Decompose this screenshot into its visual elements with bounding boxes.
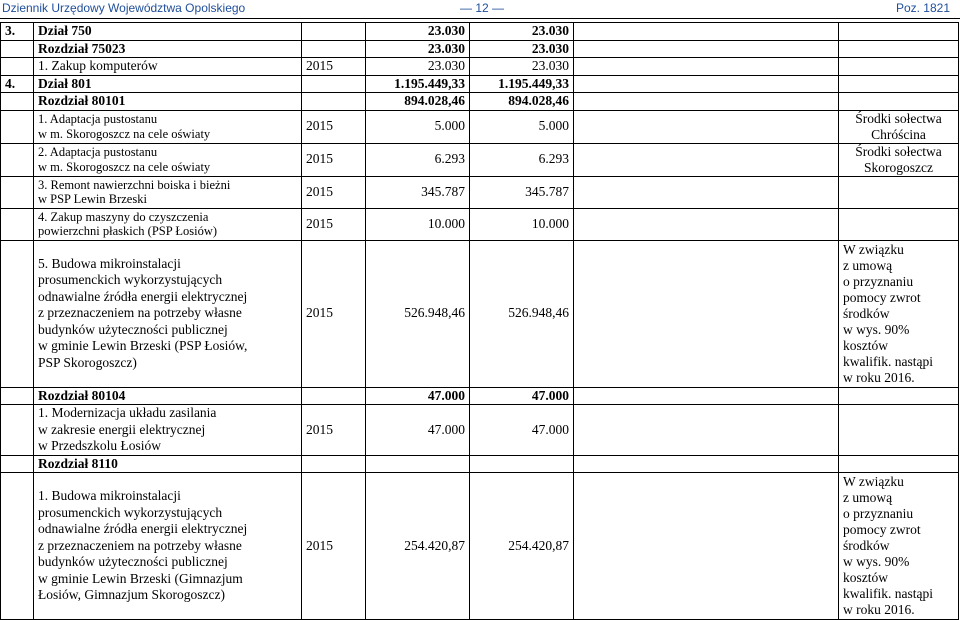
row-number <box>1 208 34 240</box>
table-row <box>1 143 959 176</box>
row-name: Rozdział 80101 <box>34 93 302 111</box>
row-year <box>302 40 366 58</box>
row-amount-b: 47.000 <box>470 387 574 405</box>
row-year <box>302 455 366 473</box>
row-amount-b: 1.195.449,33 <box>470 75 574 93</box>
row-note: W związku z umową o przyznaniu pomocy zwrot środków w wys. 90% kosztów kwalifik. nastąpi w roku 2016. <box>839 240 959 387</box>
row-year: 2015 <box>302 240 366 387</box>
table-row <box>1 387 959 405</box>
table-row <box>1 75 959 93</box>
table-row <box>1 93 959 111</box>
row-amount-a: 1.195.449,33 <box>366 75 470 93</box>
row-year: 2015 <box>302 176 366 208</box>
table-row <box>1 176 959 208</box>
row-year <box>302 93 366 111</box>
row-amount-a: 526.948,46 <box>366 240 470 387</box>
row-amount-a: 894.028,46 <box>366 93 470 111</box>
row-year: 2015 <box>302 473 366 620</box>
table-row <box>1 40 959 58</box>
row-amount-b: 6.293 <box>470 143 574 176</box>
row-name: Dział 801 <box>34 75 302 93</box>
row-note: Środki sołectwa Chróścina <box>839 110 959 143</box>
budget-table <box>0 22 959 620</box>
table-row <box>1 58 959 76</box>
row-year: 2015 <box>302 405 366 456</box>
row-number <box>1 455 34 473</box>
row-number <box>1 93 34 111</box>
row-amount-a: 6.293 <box>366 143 470 176</box>
row-amount-b: 894.028,46 <box>470 93 574 111</box>
row-name: Rozdział 8110 <box>34 455 302 473</box>
row-number <box>1 405 34 456</box>
row-amount-b: 5.000 <box>470 110 574 143</box>
row-amount-b: 47.000 <box>470 405 574 456</box>
row-amount-a: 5.000 <box>366 110 470 143</box>
position-number: Poz. 1821 <box>895 1 950 15</box>
row-note: Środki sołectwa Skorogoszcz <box>839 143 959 176</box>
row-amount-a: 10.000 <box>366 208 470 240</box>
row-amount-b: 23.030 <box>470 58 574 76</box>
row-amount-a: 47.000 <box>366 405 470 456</box>
row-number <box>1 473 34 620</box>
row-name: Rozdział 75023 <box>34 40 302 58</box>
row-number <box>1 387 34 405</box>
row-amount-a: 254.420,87 <box>366 473 470 620</box>
row-year <box>302 23 366 41</box>
row-year <box>302 387 366 405</box>
table-row <box>1 110 959 143</box>
row-year: 2015 <box>302 208 366 240</box>
row-name: 4. Zakup maszyny do czyszczenia powierzchni płaskich (PSP Łosiów) <box>34 208 302 240</box>
page-header <box>0 0 960 19</box>
table-row <box>1 23 959 41</box>
row-number: 3. <box>1 23 34 41</box>
page-number: — 12 — <box>460 1 505 15</box>
row-number <box>1 240 34 387</box>
row-amount-a: 23.030 <box>366 40 470 58</box>
table-row <box>1 473 959 620</box>
row-number <box>1 58 34 76</box>
table-row <box>1 405 959 456</box>
row-number <box>1 176 34 208</box>
row-amount-a: 345.787 <box>366 176 470 208</box>
row-number: 4. <box>1 75 34 93</box>
row-name: 2. Adaptacja pustostanu w m. Skorogoszcz na cele oświaty <box>34 143 302 176</box>
row-number <box>1 143 34 176</box>
row-name: 1. Adaptacja pustostanu w m. Skorogoszcz na cele oświaty <box>34 110 302 143</box>
row-amount-b: 345.787 <box>470 176 574 208</box>
row-name: Rozdział 80104 <box>34 387 302 405</box>
table-row <box>1 455 959 473</box>
row-amount-b: 10.000 <box>470 208 574 240</box>
row-amount-b <box>470 455 574 473</box>
row-amount-a: 23.030 <box>366 23 470 41</box>
row-note: W związku z umową o przyznaniu pomocy zwrot środków w wys. 90% kosztów kwalifik. nastąpi w roku 2016. <box>839 473 959 620</box>
row-year: 2015 <box>302 143 366 176</box>
row-year: 2015 <box>302 110 366 143</box>
row-number <box>1 110 34 143</box>
row-amount-a <box>366 455 470 473</box>
table-row <box>1 208 959 240</box>
row-amount-b: 23.030 <box>470 40 574 58</box>
row-name: 1. Zakup komputerów <box>34 58 302 76</box>
row-name: Dział 750 <box>34 23 302 41</box>
table-row <box>1 240 959 387</box>
row-name: 1. Budowa mikroinstalacji prosumenckich wykorzystujących odnawialne źródła energii elektrycznej z przeznaczeniem na potrzeby własne budynków użyteczności publicznej w gminie Lewin Brzeski (Gimnazjum Łosiów, Gimnazjum Skorogoszcz) <box>34 473 302 620</box>
row-year: 2015 <box>302 58 366 76</box>
row-year <box>302 75 366 93</box>
row-name: 3. Remont nawierzchni boiska i bieżni w PSP Lewin Brzeski <box>34 176 302 208</box>
row-name: 5. Budowa mikroinstalacji prosumenckich wykorzystujących odnawialne źródła energii elektrycznej z przeznaczeniem na potrzeby własne budynków użyteczności publicznej w gminie Lewin Brzeski (PSP Łosiów, PSP Skorogoszcz) <box>34 240 302 387</box>
row-amount-b: 23.030 <box>470 23 574 41</box>
row-amount-a: 47.000 <box>366 387 470 405</box>
row-amount-b: 526.948,46 <box>470 240 574 387</box>
row-name: 1. Modernizacja układu zasilania w zakresie energii elektrycznej w Przedszkolu Łosiów <box>34 405 302 456</box>
row-amount-b: 254.420,87 <box>470 473 574 620</box>
row-amount-a: 23.030 <box>366 58 470 76</box>
journal-title: Dziennik Urzędowy Województwa Opolskiego <box>2 1 246 15</box>
row-number <box>1 40 34 58</box>
